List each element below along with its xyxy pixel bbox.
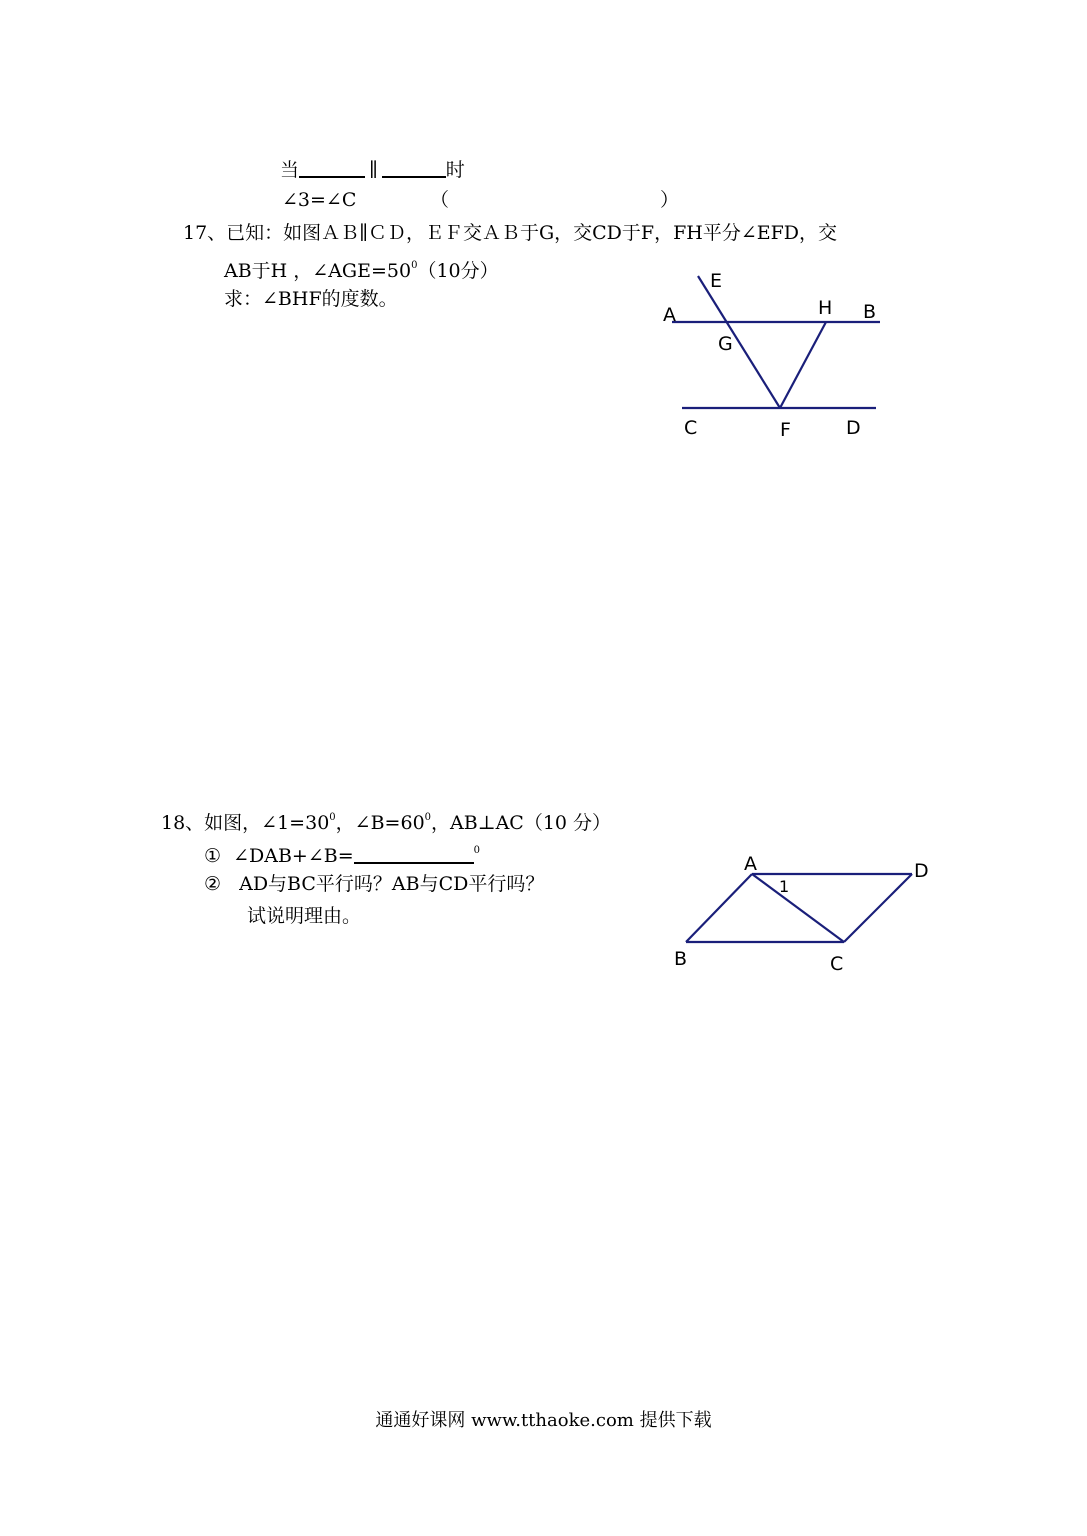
label-b: B <box>863 301 877 323</box>
q18-item2 <box>204 872 544 896</box>
prev-suffix: 时 <box>445 159 465 181</box>
q17-question: 求：∠BHF的度数。 <box>224 288 398 310</box>
line-fh <box>780 322 826 408</box>
page-footer: 通通好课网 www.tthaoke.com 提供下载 <box>375 1410 712 1431</box>
answer-blank-2[interactable] <box>382 156 446 178</box>
prev-statement: ∠3=∠C <box>282 189 357 211</box>
q17-figure <box>640 262 900 447</box>
line-cd <box>844 874 912 942</box>
label-d: D <box>846 417 861 439</box>
q18-item2-cont: 试说明理由。 <box>247 905 362 927</box>
q18-angle1: 18、如图，∠1=30 <box>161 812 330 834</box>
label-angle-1: 1 <box>779 877 790 896</box>
parallel-symbol: ∥ <box>369 159 378 181</box>
q17-given-angle: AB于H ，∠AGE=50 <box>224 260 412 282</box>
answer-blank-3[interactable] <box>354 842 474 864</box>
answer-blank-1[interactable] <box>299 156 365 178</box>
line-ef <box>698 276 780 408</box>
item2-text: AD与BC平行吗？AB与CD平行吗？ <box>239 873 545 895</box>
reason-open-paren: （ <box>430 189 450 211</box>
q18-figure <box>660 850 940 980</box>
item2-marker: ② <box>204 873 222 895</box>
prev-prefix: 当 <box>280 159 300 181</box>
degree-mark: 0 <box>411 260 418 271</box>
label-b: B <box>674 948 688 970</box>
label-d: D <box>914 860 929 882</box>
item1-text: ∠DAB+∠B= <box>233 845 354 867</box>
q17-line1: 17、已知：如图ＡＢ∥ＣＤ，ＥＦ交ＡＢ于G，交CD于F，FH平分∠EFD，交 <box>183 222 838 244</box>
label-a: A <box>663 304 676 326</box>
degree-mark: 0 <box>329 812 336 823</box>
label-c: C <box>684 417 698 439</box>
item1-marker: ① <box>204 845 222 867</box>
reason-close-paren: ） <box>660 189 680 211</box>
label-g: G <box>718 333 733 355</box>
q18-item1 <box>204 839 480 868</box>
q18-line1 <box>161 806 611 835</box>
q17-line2 <box>224 254 499 283</box>
degree-mark: 0 <box>473 845 481 856</box>
q18-angle-b: ，∠B=60 <box>335 812 425 834</box>
label-c: C <box>830 953 844 975</box>
label-e: E <box>710 270 723 292</box>
label-a: A <box>744 853 757 875</box>
q17-score: （10分） <box>417 260 499 282</box>
q18-perpendicular: ，AB⊥AC（10 分） <box>431 812 612 834</box>
prev-reason-line <box>282 188 356 212</box>
line-ab <box>686 874 752 942</box>
prev-fill-line <box>280 156 465 182</box>
label-f: F <box>780 419 791 441</box>
label-h: H <box>818 297 833 319</box>
line-ac <box>752 874 844 942</box>
degree-mark: 0 <box>424 812 432 823</box>
